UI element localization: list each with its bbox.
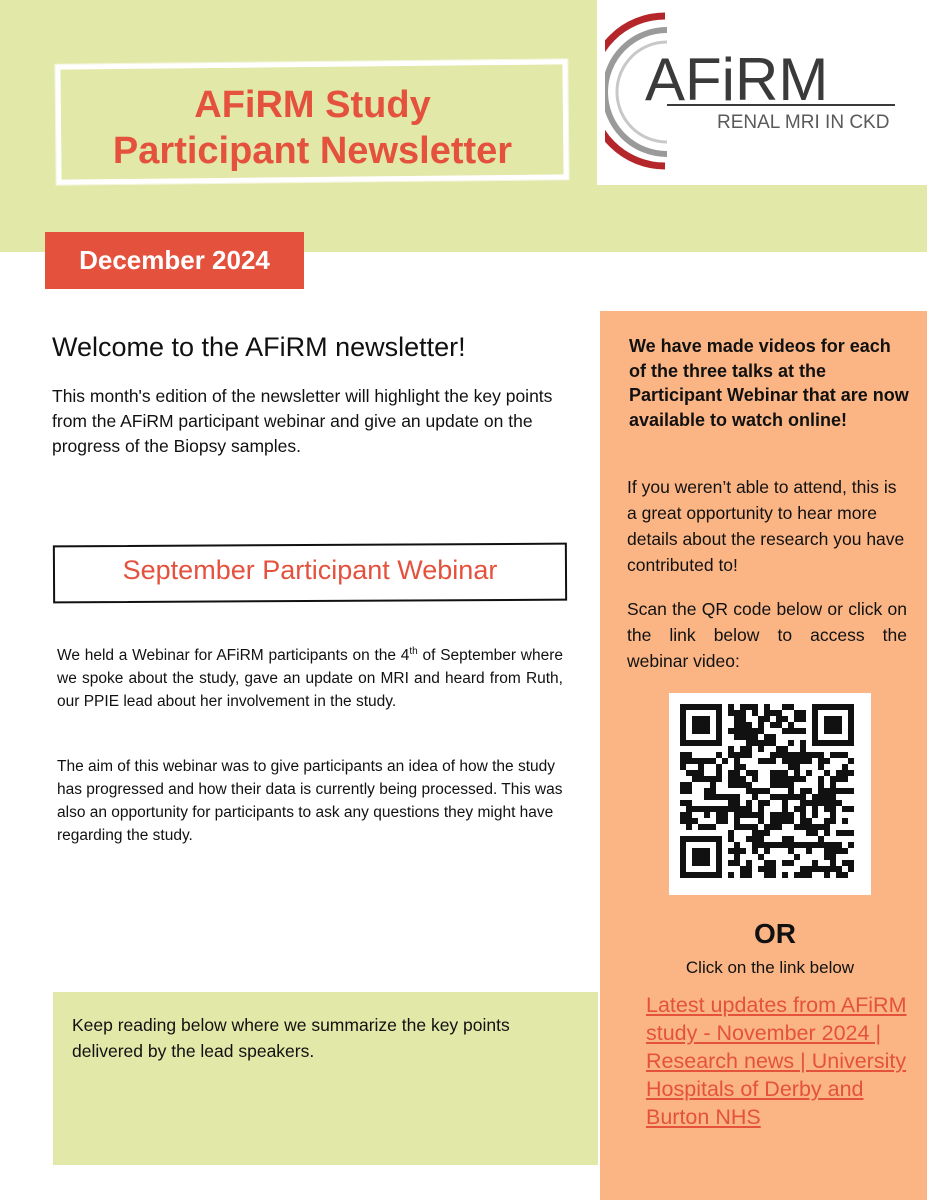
welcome-body: This month's edition of the newsletter will highlight the key points from the AFiRM participant webinar and give an update on the progress of the Biopsy samples. <box>52 386 553 456</box>
sidebar-heading: We have made videos for each of the three talks at the Participant Webinar that are now available to watch online! <box>629 336 909 430</box>
webinar-p1-text: We held a Webinar for AFiRM participants on the 4 <box>57 647 410 665</box>
webinar-paragraph-1 <box>57 640 563 713</box>
webinar-p1-text-2: of September where we spoke about the study, gave an update on MRI and heard from Ruth, our PPIE lead about her involvement in the study. <box>57 647 563 711</box>
logo-wordmark: AFiRM <box>645 46 829 113</box>
keep-reading-text: Keep reading below where we summarize the key points delivered by the lead speakers. <box>72 1015 510 1061</box>
sidebar-paragraph-2: Scan the QR code below or click on the link below to access the webinar video: <box>627 599 907 671</box>
title-line-1: AFiRM Study <box>194 84 431 126</box>
webinar-paragraph-2: The aim of this webinar was to give participants an idea of how the study has progressed and how their data is currently being processed. This was also an opportunity for participants to ask any questions they might have regarding the study. <box>57 758 563 844</box>
webinar-p1-sup: th <box>409 646 418 657</box>
qr-code-graphic <box>669 693 871 895</box>
webinar-video-link[interactable]: Latest updates from AFiRM study - November 2024 | Research news | University Hospitals of Derby and Burton NHS <box>646 993 907 1129</box>
click-instruction: Click on the link below <box>685 958 855 977</box>
date-badge: December 2024 <box>45 232 304 289</box>
newsletter-title <box>60 82 565 174</box>
afirm-logo <box>605 10 905 175</box>
logo-tagline: RENAL MRI IN CKD <box>717 112 890 133</box>
welcome-heading: Welcome to the AFiRM newsletter! <box>52 332 466 362</box>
title-line-2: Participant Newsletter <box>112 130 513 172</box>
or-label: OR <box>754 918 796 949</box>
webinar-heading: September Participant Webinar <box>122 555 498 585</box>
qr-code-icon[interactable] <box>669 693 871 895</box>
sidebar-paragraph-1: If you weren’t able to attend, this is a great opportunity to hear more details about the research you have contributed to! <box>627 477 905 575</box>
